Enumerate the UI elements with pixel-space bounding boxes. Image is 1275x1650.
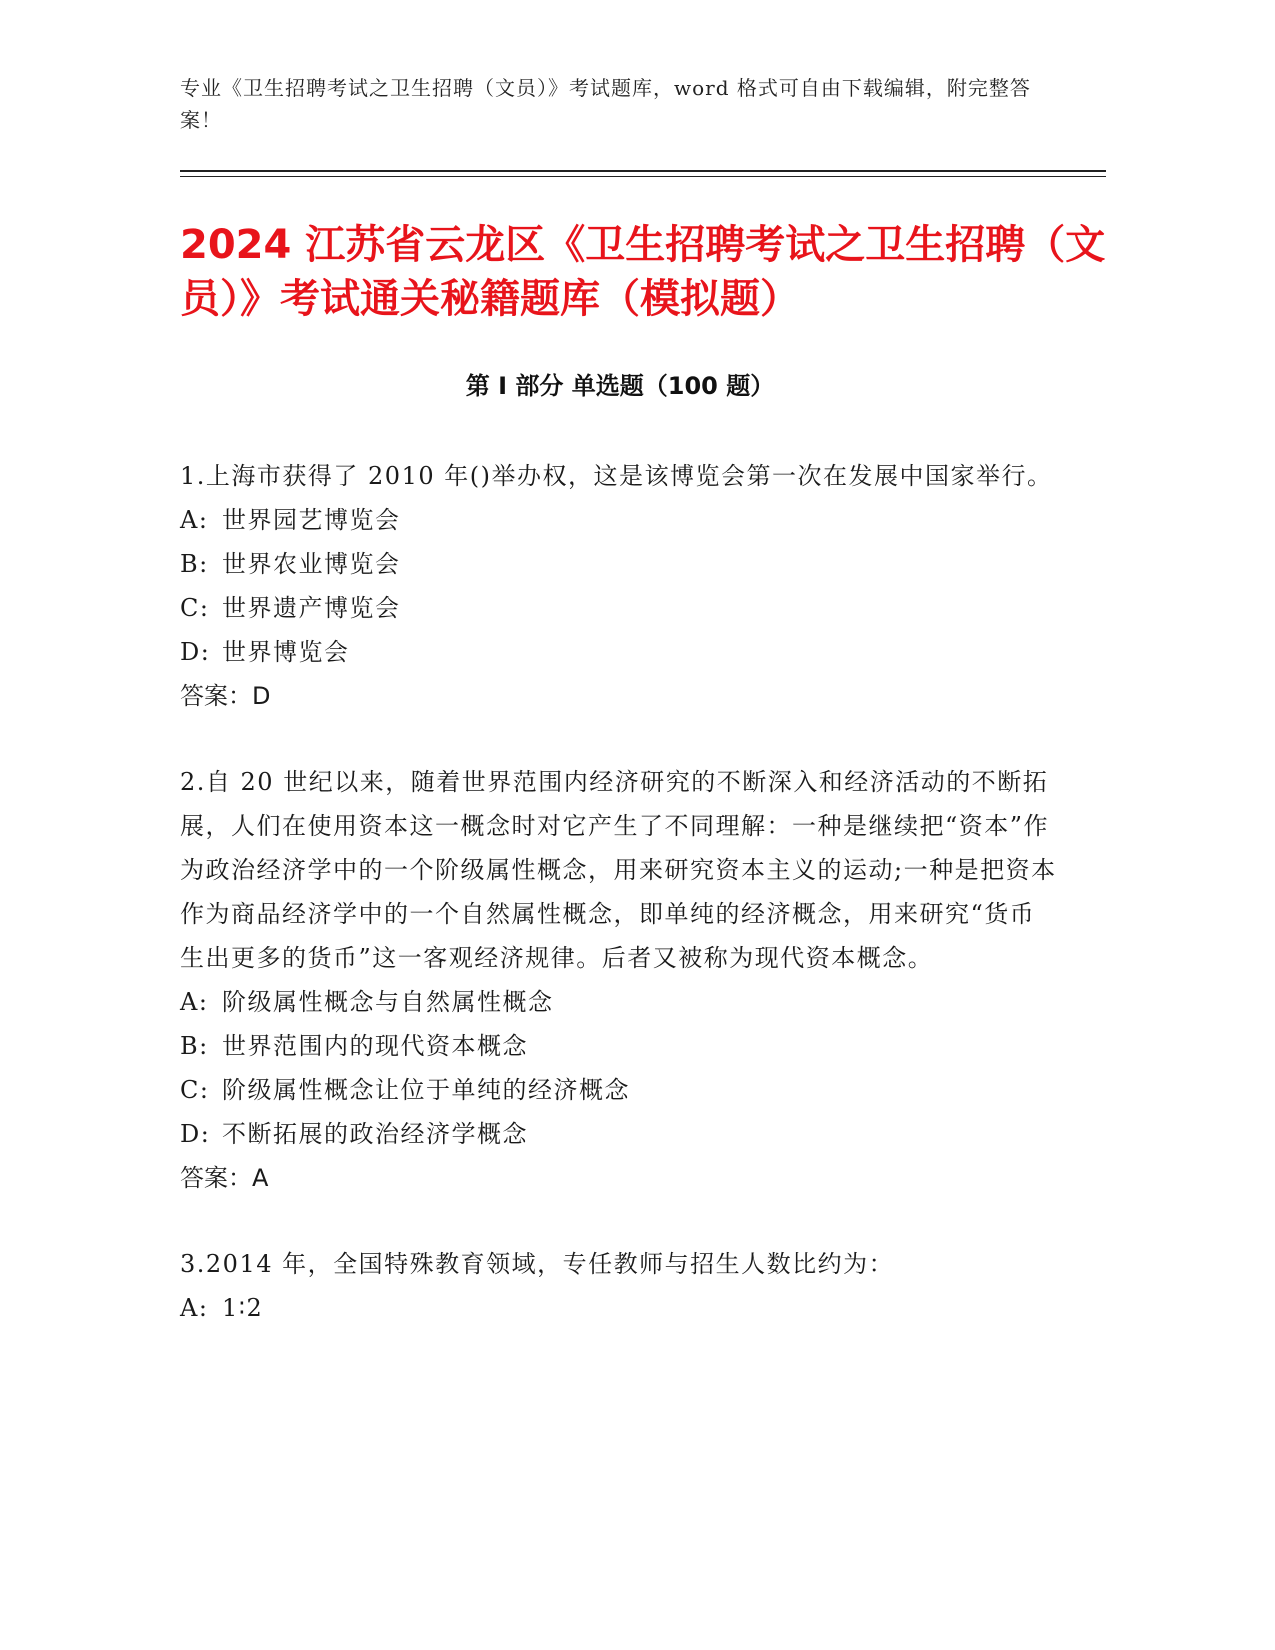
option-item xyxy=(180,542,1060,586)
option-item xyxy=(180,1112,1060,1156)
question-item xyxy=(180,454,1060,718)
option-item xyxy=(180,1068,1060,1112)
option-list xyxy=(180,980,1060,1156)
question-item xyxy=(180,1242,1060,1330)
answer-line: 答案：A xyxy=(180,1164,269,1192)
option-key: D: xyxy=(180,638,211,666)
document-title: 2024 江苏省云龙区《卫生招聘考试之卫生招聘（文员）》考试通关秘籍题库（模拟题） xyxy=(180,222,1106,322)
question-stem: 2.自 20 世纪以来，随着世界范围内经济研究的不断深入和经济活动的不断拓展，人们在使用资本这一概念时对它产生了不同理解：一种是继续把“资本”作为政治经济学中的一个阶级属性概念，用来研究资本主义的运动;一种是把资本作为商品经济学中的一个自然属性概念，即单纯的经济概念，用来研究“货币生出更多的货币”这一客观经济规律。后者又被称为现代资本概念。 xyxy=(180,768,1057,972)
header-divider-thin xyxy=(180,176,1106,177)
question-stem: 1.上海市获得了 2010 年()举办权，这是该博览会第一次在发展中国家举行。 xyxy=(180,462,1053,490)
option-text: 阶级属性概念让位于单纯的经济概念 xyxy=(222,1076,630,1104)
option-item xyxy=(180,1286,1060,1330)
question-list xyxy=(180,454,1060,1372)
section-title: 第 I 部分 单选题（100 题） xyxy=(465,372,775,400)
option-item xyxy=(180,586,1060,630)
option-key: B: xyxy=(180,550,209,578)
option-text: 世界博览会 xyxy=(222,638,350,666)
question-stem: 3.2014 年，全国特殊教育领域，专任教师与招生人数比约为： xyxy=(180,1250,895,1278)
option-list xyxy=(180,1286,1060,1330)
option-text: 世界园艺博览会 xyxy=(222,506,401,534)
option-text: 世界范围内的现代资本概念 xyxy=(222,1032,528,1060)
option-text: 阶级属性概念与自然属性概念 xyxy=(222,988,554,1016)
header-note: 专业《卫生招聘考试之卫生招聘（文员）》考试题库，word 格式可自由下载编辑，附完整答案！ xyxy=(180,76,1031,132)
option-item xyxy=(180,630,1060,674)
question-item xyxy=(180,760,1060,1200)
option-item xyxy=(180,980,1060,1024)
option-item xyxy=(180,1024,1060,1068)
option-key: A: xyxy=(180,988,209,1016)
option-text: 世界农业博览会 xyxy=(222,550,401,578)
option-item xyxy=(180,498,1060,542)
option-list xyxy=(180,498,1060,674)
option-key: D: xyxy=(180,1120,211,1148)
option-key: B: xyxy=(180,1032,209,1060)
option-key: A: xyxy=(180,506,209,534)
header-divider-thick xyxy=(180,170,1106,172)
option-key: A: xyxy=(180,1294,209,1322)
option-key: C: xyxy=(180,594,210,622)
option-text: 1∶2 xyxy=(222,1294,264,1322)
answer-line: 答案：D xyxy=(180,682,271,710)
option-key: C: xyxy=(180,1076,210,1104)
option-text: 不断拓展的政治经济学概念 xyxy=(222,1120,528,1148)
option-text: 世界遗产博览会 xyxy=(222,594,401,622)
